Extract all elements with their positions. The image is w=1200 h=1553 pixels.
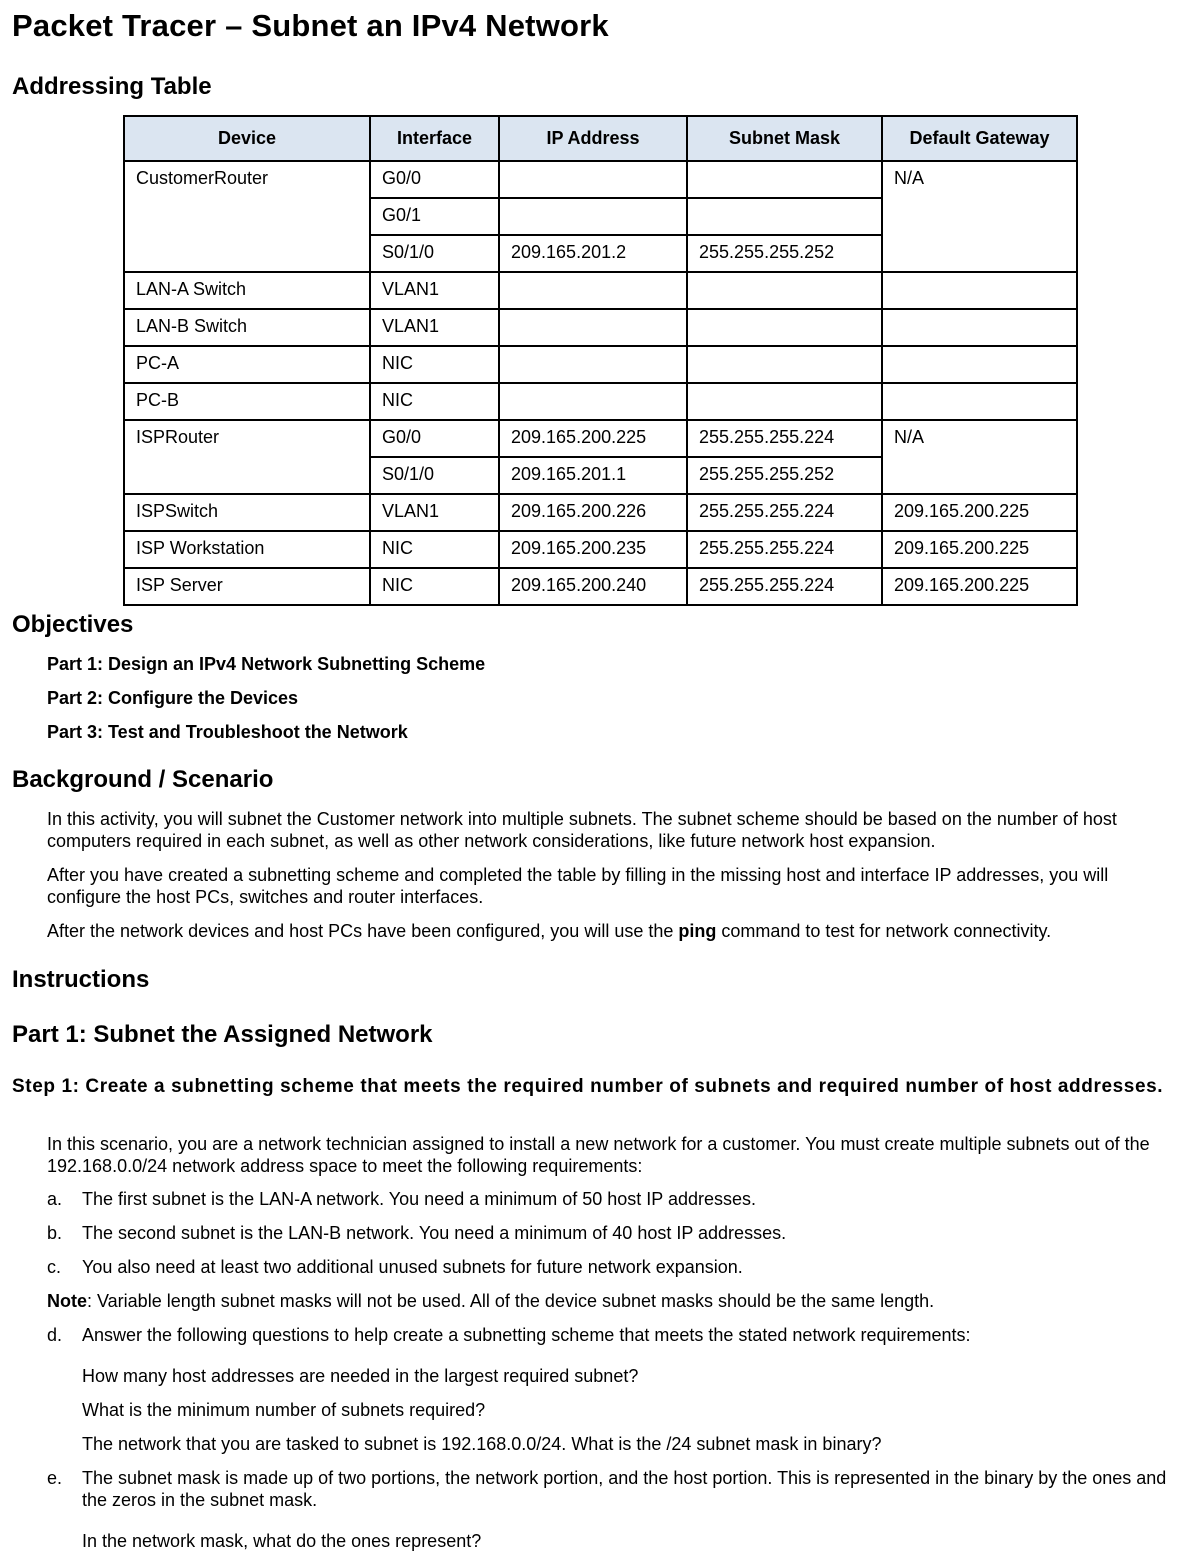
cell-subnet-mask: 255.255.255.252 (687, 457, 882, 494)
list-item-a (47, 1188, 1182, 1210)
list-item-e (47, 1467, 1182, 1511)
table-row (124, 346, 1077, 383)
question-largest-subnet: How many host addresses are needed in the largest required subnet? (82, 1366, 639, 1386)
cell-ip-address: 209.165.200.225 (499, 420, 687, 457)
cell-subnet-mask: 255.255.255.224 (687, 420, 882, 457)
cell-default-gateway: 209.165.200.225 (882, 568, 1077, 605)
cell-device: CustomerRouter (124, 161, 370, 272)
table-row (124, 531, 1077, 568)
background-paragraph-3-end: command to test for network connectivity. (716, 921, 1052, 941)
cell-interface: NIC (370, 531, 499, 568)
cell-subnet-mask: 255.255.255.224 (687, 494, 882, 531)
cell-ip-address (499, 198, 687, 235)
cell-device: ISP Server (124, 568, 370, 605)
list-item-b (47, 1222, 1182, 1244)
cell-device: ISPSwitch (124, 494, 370, 531)
cell-default-gateway (882, 309, 1077, 346)
list-marker: a. (47, 1189, 63, 1209)
cell-default-gateway: N/A (882, 161, 1077, 272)
cell-device: LAN-B Switch (124, 309, 370, 346)
cell-device: ISP Workstation (124, 531, 370, 568)
cell-default-gateway: N/A (882, 420, 1077, 494)
cell-interface: S0/1/0 (370, 235, 499, 272)
table-row (124, 420, 1077, 457)
list-item-text: You also need at least two additional unused subnets for future network expansion. (82, 1257, 743, 1277)
header-subnet-mask: Subnet Mask (687, 116, 882, 161)
table-row (124, 161, 1077, 198)
cell-ip-address (499, 272, 687, 309)
cell-interface: VLAN1 (370, 494, 499, 531)
cell-ip-address: 209.165.201.1 (499, 457, 687, 494)
cell-interface: S0/1/0 (370, 457, 499, 494)
list-marker: c. (47, 1257, 62, 1277)
cell-interface: NIC (370, 346, 499, 383)
addressing-table (123, 115, 1078, 606)
question-mask-binary: The network that you are tasked to subnet is 192.168.0.0/24. What is the /24 subnet mask in binary? (82, 1434, 882, 1454)
cell-interface: VLAN1 (370, 272, 499, 309)
cell-ip-address (499, 309, 687, 346)
cell-ip-address (499, 383, 687, 420)
background-paragraph-1: In this activity, you will subnet the Customer network into multiple subnets. The subnet scheme should be based on the number of host computers required in each subnet, as well as other network considerations, like future network host expansion. (47, 809, 1117, 851)
cell-device: PC-A (124, 346, 370, 383)
list-item-d (47, 1324, 1182, 1346)
list-item-text: The subnet mask is made up of two portions, the network portion, and the host portion. This is represented in the binary by the ones and the zeros in the subnet mask. (82, 1468, 1167, 1510)
cell-subnet-mask: 255.255.255.224 (687, 531, 882, 568)
cell-default-gateway (882, 346, 1077, 383)
cell-interface: NIC (370, 383, 499, 420)
header-interface: Interface (370, 116, 499, 161)
cell-subnet-mask (687, 346, 882, 383)
list-item-text: The second subnet is the LAN-B network. You need a minimum of 40 host IP addresses. (82, 1223, 787, 1243)
cell-interface: NIC (370, 568, 499, 605)
cell-ip-address (499, 161, 687, 198)
step-1-intro: In this scenario, you are a network technician assigned to install a new network for a customer. You must create multiple subnets out of the 192.168.0.0/24 network address space to meet the following requirements: (47, 1134, 1150, 1176)
cell-device: ISPRouter (124, 420, 370, 494)
table-row (124, 568, 1077, 605)
list-item-c (47, 1256, 1182, 1278)
cell-interface: G0/0 (370, 161, 499, 198)
cell-interface: G0/0 (370, 420, 499, 457)
cell-device: LAN-A Switch (124, 272, 370, 309)
question-min-subnets: What is the minimum number of subnets required? (82, 1400, 486, 1420)
ping-command: ping (678, 921, 717, 941)
cell-device: PC-B (124, 383, 370, 420)
question-ones-represent: In the network mask, what do the ones represent? (82, 1531, 482, 1551)
cell-default-gateway: 209.165.200.225 (882, 494, 1077, 531)
note-paragraph (47, 1290, 1182, 1312)
page-title: Packet Tracer – Subnet an IPv4 Network (12, 8, 609, 43)
table-header-row (124, 116, 1077, 161)
list-marker: b. (47, 1223, 63, 1243)
cell-interface: VLAN1 (370, 309, 499, 346)
list-marker: e. (47, 1468, 63, 1488)
objective-part-1: Part 1: Design an IPv4 Network Subnetting Scheme (47, 654, 486, 674)
cell-default-gateway (882, 383, 1077, 420)
background-heading: Background / Scenario (12, 766, 274, 793)
note-label: Note (47, 1291, 87, 1311)
cell-ip-address: 209.165.200.240 (499, 568, 687, 605)
cell-ip-address: 209.165.200.226 (499, 494, 687, 531)
cell-default-gateway (882, 272, 1077, 309)
table-row (124, 383, 1077, 420)
cell-default-gateway: 209.165.200.225 (882, 531, 1077, 568)
objective-part-2: Part 2: Configure the Devices (47, 688, 299, 708)
header-default-gateway: Default Gateway (882, 116, 1077, 161)
cell-ip-address: 209.165.200.235 (499, 531, 687, 568)
table-row (124, 272, 1077, 309)
cell-subnet-mask: 255.255.255.224 (687, 568, 882, 605)
cell-subnet-mask (687, 272, 882, 309)
cell-ip-address (499, 346, 687, 383)
list-item-text: The first subnet is the LAN-A network. You need a minimum of 50 host IP addresses. (82, 1189, 757, 1209)
cell-subnet-mask (687, 198, 882, 235)
step-1-heading: Step 1: Create a subnetting scheme that meets the required number of subnets and required number of host addresses. (12, 1076, 1164, 1097)
cell-subnet-mask (687, 161, 882, 198)
background-paragraph-3-start: After the network devices and host PCs have been configured, you will use the (47, 921, 679, 941)
instructions-heading: Instructions (12, 966, 150, 993)
background-paragraph-2: After you have created a subnetting scheme and completed the table by filling in the missing host and interface IP addresses, you will configure the host PCs, switches and router interfaces. (47, 865, 1109, 907)
background-paragraph-3 (47, 920, 1182, 942)
header-device: Device (124, 116, 370, 161)
part-1-heading: Part 1: Subnet the Assigned Network (12, 1021, 433, 1048)
list-item-text: Answer the following questions to help create a subnetting scheme that meets the stated network requirements: (82, 1325, 971, 1345)
addressing-table-heading: Addressing Table (12, 73, 212, 100)
cell-subnet-mask: 255.255.255.252 (687, 235, 882, 272)
table-row (124, 309, 1077, 346)
cell-subnet-mask (687, 309, 882, 346)
cell-interface: G0/1 (370, 198, 499, 235)
objective-part-3: Part 3: Test and Troubleshoot the Network (47, 722, 408, 742)
cell-ip-address: 209.165.201.2 (499, 235, 687, 272)
cell-subnet-mask (687, 383, 882, 420)
header-ip-address: IP Address (499, 116, 687, 161)
objectives-heading: Objectives (12, 611, 134, 638)
list-marker: d. (47, 1325, 63, 1345)
note-text: : Variable length subnet masks will not be used. All of the device subnet masks should be the same length. (87, 1291, 935, 1311)
table-row (124, 494, 1077, 531)
